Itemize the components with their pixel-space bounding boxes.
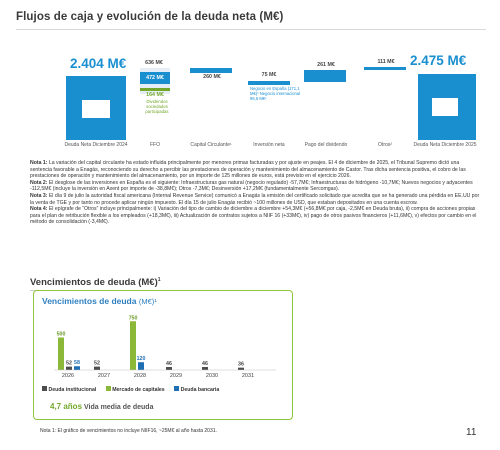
note-1-text: La variación del capital circulante ha estado influida principalmente por menores primas facturadas y por ajuste en peajes. El 4 de diciembre de 2025, el Tribunal Supremo dictó una sentencia favorable a Enagás, reconociendo su derecho a percibir las prestaciones de operación y mantenimiento del almacenamiento de Castor. Tras dicha sentencia positiva, el cobro de las prestaciones de operación y mantenimiento del almacenamiento, por un importe de 125 millones de euros, está previsto en el ejercicio 2026. bbox=[30, 160, 466, 180]
start-bar-mark bbox=[82, 100, 110, 118]
legend-bancaria: Deuda bancaria bbox=[180, 387, 220, 393]
otros-value: 111 M€ bbox=[377, 59, 395, 65]
bar-deuda-institucional-2031 bbox=[238, 368, 244, 370]
note-3-tag: Nota 3: bbox=[30, 192, 48, 199]
note-2-tag: Nota 2: bbox=[30, 179, 48, 186]
page-number: 11 bbox=[466, 427, 477, 438]
inversion-bar bbox=[248, 81, 290, 85]
note-3-text: El día 9 de julio la autoridad fiscal americana (Internal Revenue Service) comunicó a Enagás la emisión del certificado solicitado que acredita que se ha generado una pérdida en EE.UU por la venta de TGE y por tanto no procede aplicar ningún impuesto. El día 15 de julio Enagás recibió ~100 millones de USD, que estaban depositados en una cuenta escrow. bbox=[30, 192, 480, 206]
dividends-value: 164 M€ bbox=[146, 92, 164, 98]
maturities-title-text: Vencimientos de deuda bbox=[42, 296, 137, 306]
note-4-tag: Nota 4: bbox=[30, 206, 48, 213]
otros-bar bbox=[364, 67, 406, 70]
inversion-value: 75 M€ bbox=[261, 72, 277, 78]
x-tick-2028: 2028 bbox=[133, 373, 147, 378]
bar-deuda-institucional-2027 bbox=[94, 367, 100, 370]
end-bar-mark bbox=[432, 98, 458, 116]
title-divider bbox=[16, 29, 486, 30]
data-label-deuda-institucional-2026: 52 bbox=[66, 360, 72, 367]
legend-swatch-bancaria bbox=[174, 386, 179, 391]
section-title-sup: 1 bbox=[157, 277, 161, 283]
notes-block bbox=[30, 160, 480, 226]
start-debt-value: 2.404 M€ bbox=[70, 56, 127, 71]
legend-mercado: Mercado de capitales bbox=[112, 387, 165, 393]
net-debt-waterfall bbox=[18, 48, 480, 160]
bar-deuda-institucional-2029 bbox=[166, 367, 172, 370]
dividendo-value: 261 M€ bbox=[317, 62, 335, 68]
data-label-deuda-institucional-2031: 36 bbox=[238, 361, 244, 368]
bar-deuda-institucional-2026 bbox=[66, 367, 72, 370]
capital-value: 260 M€ bbox=[203, 74, 221, 80]
x-tick-2031: 2031 bbox=[241, 373, 255, 378]
note-2 bbox=[30, 180, 480, 193]
bar-deuda-bancaria-2026 bbox=[74, 366, 80, 370]
bar-deuda-bancaria-2028 bbox=[138, 362, 144, 370]
note-4 bbox=[30, 206, 480, 226]
bar-deuda-institucional-2030 bbox=[202, 367, 208, 370]
data-label-deuda-bancaria-2026: 58 bbox=[74, 360, 80, 367]
ffo-inner-value: 472 M€ bbox=[146, 75, 164, 81]
note-2-text: El desglose de las inversiones en España es el siguiente: Infraestructuras gas natural (negocio regulado) -57,7M€; Infraestructuras de hidrógeno -10,7M€; Nuevos negocios y adyacentes -112,5M€ (incluye la inversión en Axent por importe de -38,8M€); Otros -7,3M€; Desinversión +17,2M€ (fundamentalmente Sercomgas). bbox=[30, 179, 473, 193]
maturities-chart bbox=[40, 308, 280, 378]
maturities-title-unit: (M€)¹ bbox=[138, 297, 157, 306]
start-debt-label: Deuda Neta Diciembre 2024 bbox=[64, 142, 128, 148]
x-tick-2029: 2029 bbox=[169, 373, 183, 378]
avg-maturity-value: 4,7 años bbox=[50, 402, 83, 411]
note-3 bbox=[30, 193, 480, 206]
legend-swatch-institucional bbox=[42, 386, 47, 391]
avg-maturity bbox=[50, 402, 153, 411]
page-title: Flujos de caja y evolución de la deuda neta (M€) bbox=[16, 11, 284, 23]
bar-mercado-de-capitales-2028 bbox=[130, 321, 136, 370]
data-label-deuda-institucional-2027: 52 bbox=[94, 360, 100, 367]
dividendo-label: Pago del dividendo bbox=[304, 142, 348, 148]
capital-label: Capital Circulante¹ bbox=[190, 142, 232, 148]
end-debt-value: 2.475 M€ bbox=[410, 53, 467, 68]
dividendo-bar bbox=[304, 70, 346, 82]
end-debt-label: Deuda Neta Diciembre 2025 bbox=[413, 142, 477, 148]
capital-bar bbox=[190, 68, 232, 73]
ffo-label: FFO bbox=[150, 142, 160, 148]
dividends-bar bbox=[140, 88, 170, 91]
footnote: Nota 1: El gráfico de vencimientos no incluye NIIF16, ~25M€ al año hasta 2031. bbox=[40, 428, 217, 434]
ffo-value: 636 M€ bbox=[145, 60, 163, 66]
note-4-text: El epígrafe de “Otros” incluye principalmente: i) Variación del tipo de cambio de diciembre a diciembre +54,3M€ (+56,8M€ por caja, -2,5M€ en Deuda bruta), ii) compra de acciones propias para el plan de retribución flexible a los empleados (+18,3M€), iii) Actualización de contratos sujetos a NIIF 16 (+33M€), iv) pago de otros pasivos financieros (+11,6M€), v) efectos por cambio en el método de consolidación (-3,4M€). bbox=[30, 206, 477, 226]
data-label-mercado-de-capitales-2026: 500 bbox=[56, 331, 66, 338]
maturities-title bbox=[42, 296, 157, 306]
bar-mercado-de-capitales-2026 bbox=[58, 338, 64, 371]
inversion-note: Negocio en España (171,1 M€)¹ Negocio internacional 96,5 M€¹ bbox=[250, 86, 301, 101]
note-1 bbox=[30, 160, 480, 180]
data-label-deuda-bancaria-2028: 120 bbox=[136, 356, 146, 363]
legend-swatch-mercado bbox=[106, 386, 111, 391]
x-tick-2030: 2030 bbox=[205, 373, 219, 378]
data-label-deuda-institucional-2030: 46 bbox=[202, 361, 208, 368]
data-label-deuda-institucional-2029: 46 bbox=[166, 361, 172, 368]
note-1-tag: Nota 1: bbox=[30, 160, 48, 166]
legend-institucional: Deuda institucional bbox=[48, 387, 97, 393]
legend bbox=[42, 386, 219, 393]
x-tick-2026: 2026 bbox=[61, 373, 75, 378]
data-label-mercado-de-capitales-2028: 750 bbox=[128, 315, 138, 322]
dividends-note: Dividendos sociedades participadas bbox=[145, 99, 169, 114]
inversion-label: Inversión neta bbox=[253, 142, 285, 148]
section-title-text: Vencimientos de deuda (M€) bbox=[30, 277, 158, 289]
section-title bbox=[30, 277, 161, 288]
x-tick-2027: 2027 bbox=[97, 373, 111, 378]
avg-maturity-label: Vida media de deuda bbox=[83, 404, 154, 411]
otros-label: Otros² bbox=[378, 142, 392, 148]
